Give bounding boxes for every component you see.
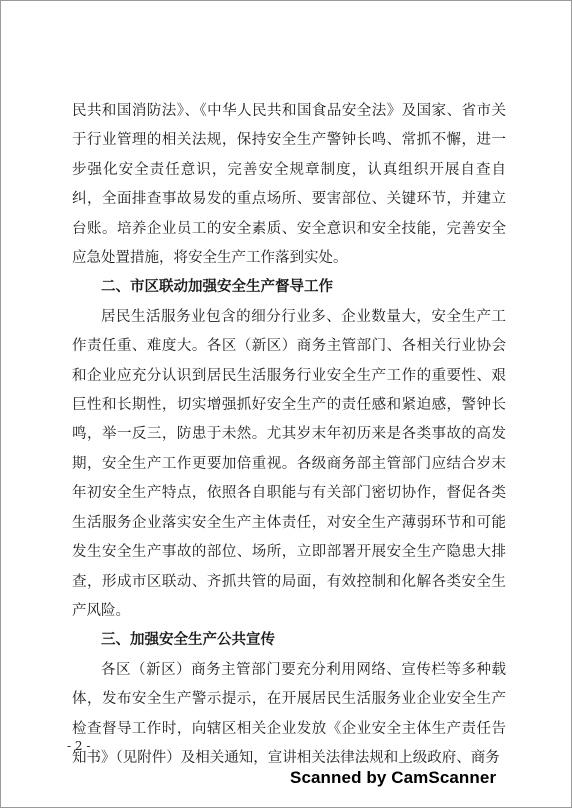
section-heading-2: 二、市区联动加强安全生产督导工作: [101, 279, 333, 296]
document-body: [72, 97, 506, 773]
body-paragraph-1: 民共和国消防法》、《中华人民共和国食品安全法》及国家、省市关于行业管理的相关法规，保持安全生产警钟长鸣、常抓不懈，进一步强化安全责任意识，完善安全规章制度，认真组织开展自查自纠，全面排查事故易发的重点场所、要害部位、关键环节，并建立台账。培养企业员工的安全素质、安全意识和安全技能，完善安全应急处置措施，将安全生产工作落到实处。: [72, 103, 506, 267]
page-number: - 2 -: [67, 739, 91, 753]
section-heading-3: 三、加强安全生产公共宣传: [101, 632, 275, 649]
scanner-watermark: Scanned by CamScanner: [290, 768, 497, 787]
body-paragraph-3: 各区（新区）商务主管部门要充分利用网络、宣传栏等多种载体，发布安全生产警示提示，在开展居民生活服务业企业安全生产检查督导工作时，向辖区相关企业发放《企业安全主体生产责任告知书》（见附件）及相关通知，宣讲相关法律法规和上级政府、商务: [72, 661, 506, 766]
body-paragraph-2: 居民生活服务业包含的细分行业多、企业数量大，安全生产工作责任重、难度大。各区（新区）商务主管部门、各相关行业协会和企业应充分认识到居民生活服务行业安全生产工作的重要性、艰巨性和长期性，切实增强抓好安全生产的责任感和紧迫感，警钟长鸣，举一反三，防患于未然。尤其岁末年初历来是各类事故的高发期，安全生产工作更要加倍重视。各级商务部主管部门应结合岁末年初安全生产特点，依照各自职能与有关部门密切协作，督促各类生活服务企业落实安全生产主体责任，对安全生产薄弱环节和可能发生安全生产事故的部位、场所，立即部署开展安全生产隐患大排查，形成市区联动、齐抓共管的局面，有效控制和化解各类安全生产风险。: [72, 308, 506, 619]
